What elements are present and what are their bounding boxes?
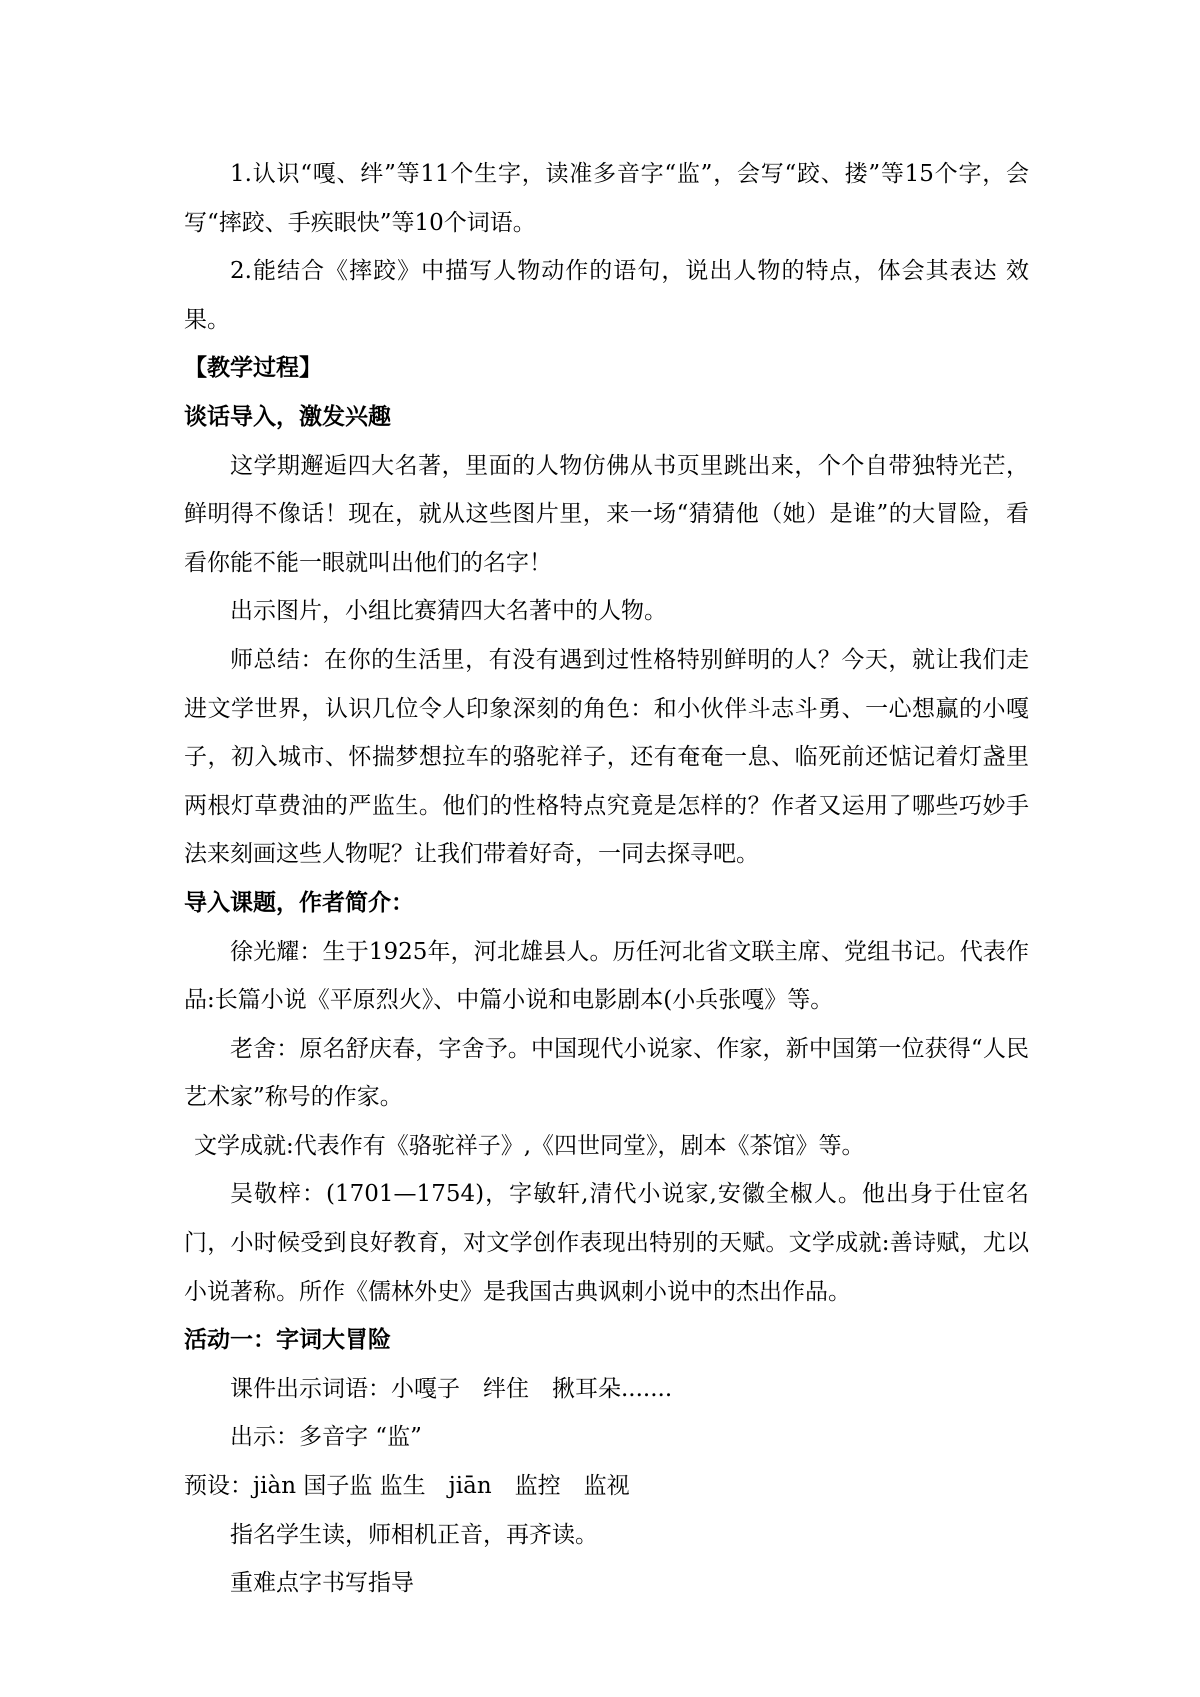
lao-she-works: 文学成就:代表作有《骆驼祥子》,《四世同堂》，剧本《茶馆》等。 xyxy=(194,1132,865,1159)
activity-preset: 预设：jiàn 国子监 监生 jiān 监控 监视 xyxy=(184,1473,630,1500)
activity-polyphone: 出示：多音字 “监” xyxy=(230,1424,422,1451)
teaching-process-title: 【教学过程】 xyxy=(184,355,322,382)
objective-2: 2.能结合《摔跤》中描写人物动作的语句，说出人物的特点，体会其表达 效果。 xyxy=(184,258,1029,333)
intro-paragraph: 这学期邂逅四大名著，里面的人物仿佛从书页里跳出来，个个自带独特光芒，鲜明得不像话！现在，就从这些图片里，来一场“猜猜他（她）是谁”的大冒险，看看你能不能一眼就叫出他们的名字！ xyxy=(184,452,1029,576)
section-heading-authors: 导入课题，作者简介： xyxy=(184,889,414,916)
activity-words: 课件出示词语：小嘎子 绊住 揪耳朵....... xyxy=(230,1375,673,1402)
intro-activity: 出示图片，小组比赛猜四大名著中的人物。 xyxy=(230,598,667,625)
activity-reading: 指名学生读，师相机正音，再齐读。 xyxy=(230,1521,598,1548)
author-wu-jingzi: 吴敬梓：(1701—1754)，字敏轩,清代小说家,安徽全椒人。他出身于仕宦名门，小时候受到良好教育，对文学创作表现出特别的天赋。文学成就:善诗赋，尤以小说著称。所作《儒林外史》是我国古典讽刺小说中的杰出作品。 xyxy=(184,1181,1029,1305)
document-page xyxy=(184,150,1029,1608)
activity-writing-guidance: 重难点字书写指导 xyxy=(230,1570,414,1597)
section-heading-intro: 谈话导入，激发兴趣 xyxy=(184,403,391,430)
section-heading-activity-1: 活动一：字词大冒险 xyxy=(184,1327,391,1354)
author-lao-she: 老舍：原名舒庆春，字舍予。中国现代小说家、作家，新中国第一位获得“人民艺术家”称号的作家。 xyxy=(184,1035,1029,1111)
teacher-summary: 师总结：在你的生活里，有没有遇到过性格特别鲜明的人？今天，就让我们走进文学世界，认识几位令人印象深刻的角色：和小伙伴斗志斗勇、一心想赢的小嘎子，初入城市、怀揣梦想拉车的骆驼祥子，还有奄奄一息、临死前还惦记着灯盏里两根灯草费油的严监生。他们的性格特点究竟是怎样的？作者又运用了哪些巧妙手法来刻画这些人物呢？让我们带着好奇，一同去探寻吧。 xyxy=(184,646,1029,868)
author-xu-guangyao: 徐光耀：生于1925年，河北雄县人。历任河北省文联主席、党组书记。代表作品:长篇小说《平原烈火》、中篇小说和电影剧本(小兵张嘎》等。 xyxy=(184,938,1029,1014)
objective-1: 1.认识“嘎、绊”等11个生字，读准多音字“监”，会写“跤、搂”等15个字，会写“摔跤、手疾眼快”等10个词语。 xyxy=(184,161,1029,236)
